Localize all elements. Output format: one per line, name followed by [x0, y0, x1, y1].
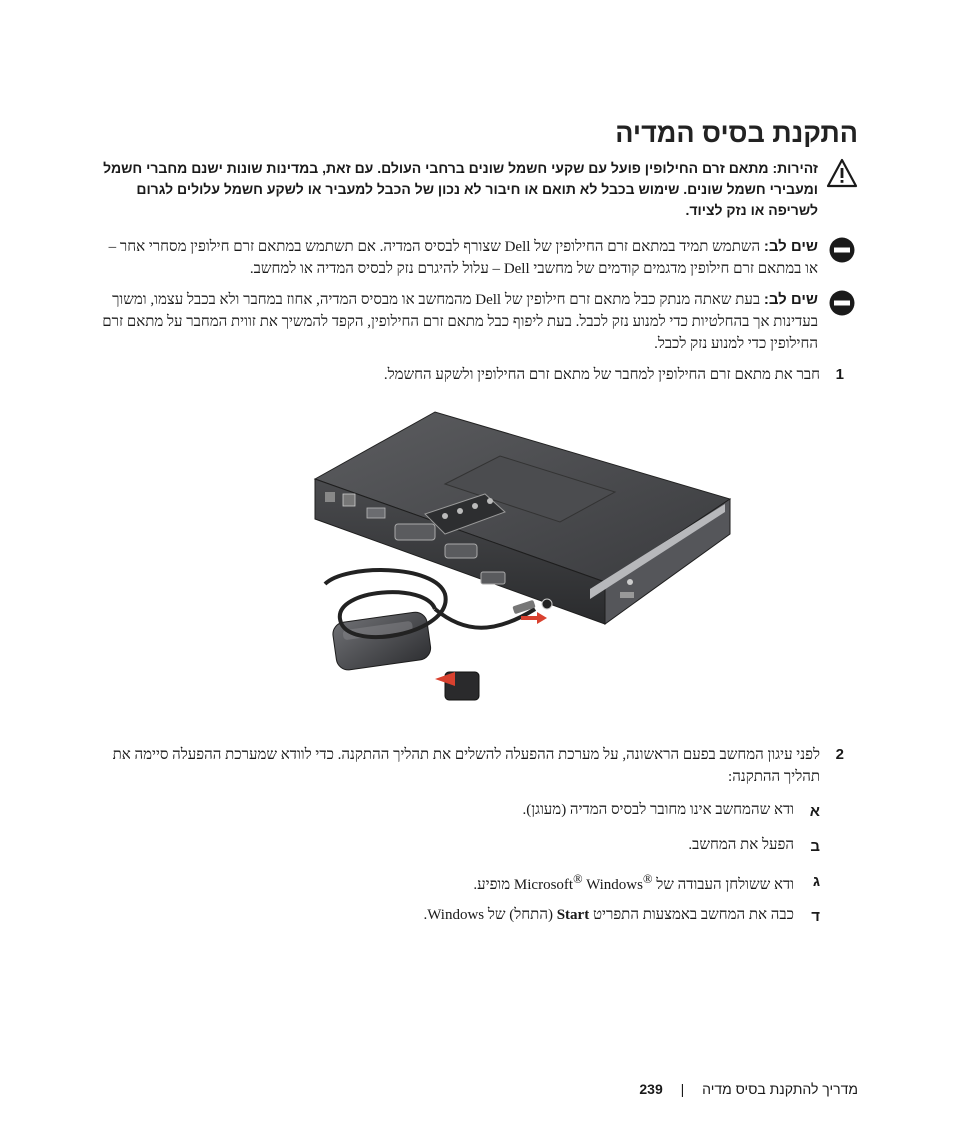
substep-c-windows-term: [513, 872, 653, 893]
substep-text-b: הפעל את המחשב.: [688, 837, 794, 853]
substep-c-post: מופיע.: [473, 877, 514, 893]
caution-text: [98, 158, 818, 221]
start-menu-term: Start: [556, 907, 590, 923]
substep-c-pre: ודא ששולחן העבודה של: [652, 877, 794, 893]
caution-body: מתאם זרם החילופין פועל עם שקעי חשמל שונים ברחבי העולם. עם זאת, במדינות שונות ישנם מחברי חשמל ומעבירי חשמל שונים. שימוש בכבל לא תואם או חיבור לא נכון של הכבל למעביר או לשקע חשמל עלולים לגרום לשריפה או נזק לציוד.: [103, 160, 818, 218]
substep-c-ms: Microsoft: [513, 877, 574, 893]
notice-block-2: [98, 289, 858, 355]
substep-letter-c: ג: [812, 873, 820, 890]
notice-label-2: שים לב:: [763, 291, 818, 308]
substep-letter-d: ד: [811, 908, 820, 925]
footer-separator: |: [680, 1081, 685, 1097]
step-text-1: חבר את מתאם זרם החילופין למחבר של מתאם זרם החילופין ולשקע החשמל.: [383, 367, 820, 383]
substep-d-post: (התחל) של Windows.: [423, 907, 557, 923]
substep-text-a: ודא שהמחשב אינו מחובר לבסיס המדיה (מעוגן).: [522, 802, 794, 818]
notice-text-2: [98, 289, 818, 355]
notice-body-1: השתמש תמיד במתאם זרם החילופין של Dell שצורף לבסיס המדיה. אם תשתמש במתאם זרם חילופין מסחרי אחר – או במתאם זרם חילופין מדגמים קודמים של מחשבי Dell – עלול להיגרם נזק לבסיס המדיה או למחשב.: [108, 239, 818, 277]
substep-letter-a: א: [809, 803, 820, 820]
step-number-2: 2: [835, 746, 844, 763]
notice-stop-icon: [828, 236, 856, 264]
substep-letter-b: ב: [810, 838, 820, 855]
notice-body-2: בעת שאתה מנתק כבל מתאם זרם חילופין של Dell מהמחשב או מבסיס המדיה, אחוז במחבר ולא בכבל עצמו, ומשוך בעדינות אך בהחלטיות כדי למנוע נזק לכבל. בעת ליפוף כבל מתאם זרם החילופין, הקפד להמשיך את זווית המחבר על מתאם זרם החילופין כדי למנוע נזק לכבל.: [102, 292, 818, 352]
caution-block: [98, 158, 858, 228]
page-footer: [98, 1081, 858, 1097]
substep-text-c: [194, 872, 794, 894]
substep-c-windows: Windows: [586, 877, 643, 893]
notice-text-1: [98, 236, 818, 280]
step-text-2: לפני עיגון המחשב בפעם הראשונה, על מערכת ההפעלה להשלים את תהליך ההתקנה. כדי לוודא שמערכת ההפעלה סיימה את תהליך ההתקנה:: [112, 747, 820, 785]
notice-label-1: שים לב:: [763, 238, 818, 255]
footer-guide-title: מדריך להתקנת בסיס מדיה: [702, 1081, 858, 1097]
substep-d-pre: כבה את המחשב באמצעות התפריט: [589, 907, 794, 923]
notice-stop-icon: [828, 289, 856, 317]
caution-triangle-icon: [826, 158, 858, 188]
registered-mark: ®: [642, 872, 653, 886]
substep-text-d: [194, 907, 794, 924]
page-title: התקנת בסיס המדיה: [615, 118, 858, 148]
media-base-illustration: [285, 404, 738, 714]
registered-mark: ®: [573, 872, 583, 886]
page-number: 239: [639, 1081, 663, 1097]
notice-block-1: [98, 236, 858, 286]
caution-label: זהירות:: [772, 160, 818, 176]
step-number-1: 1: [835, 366, 844, 383]
